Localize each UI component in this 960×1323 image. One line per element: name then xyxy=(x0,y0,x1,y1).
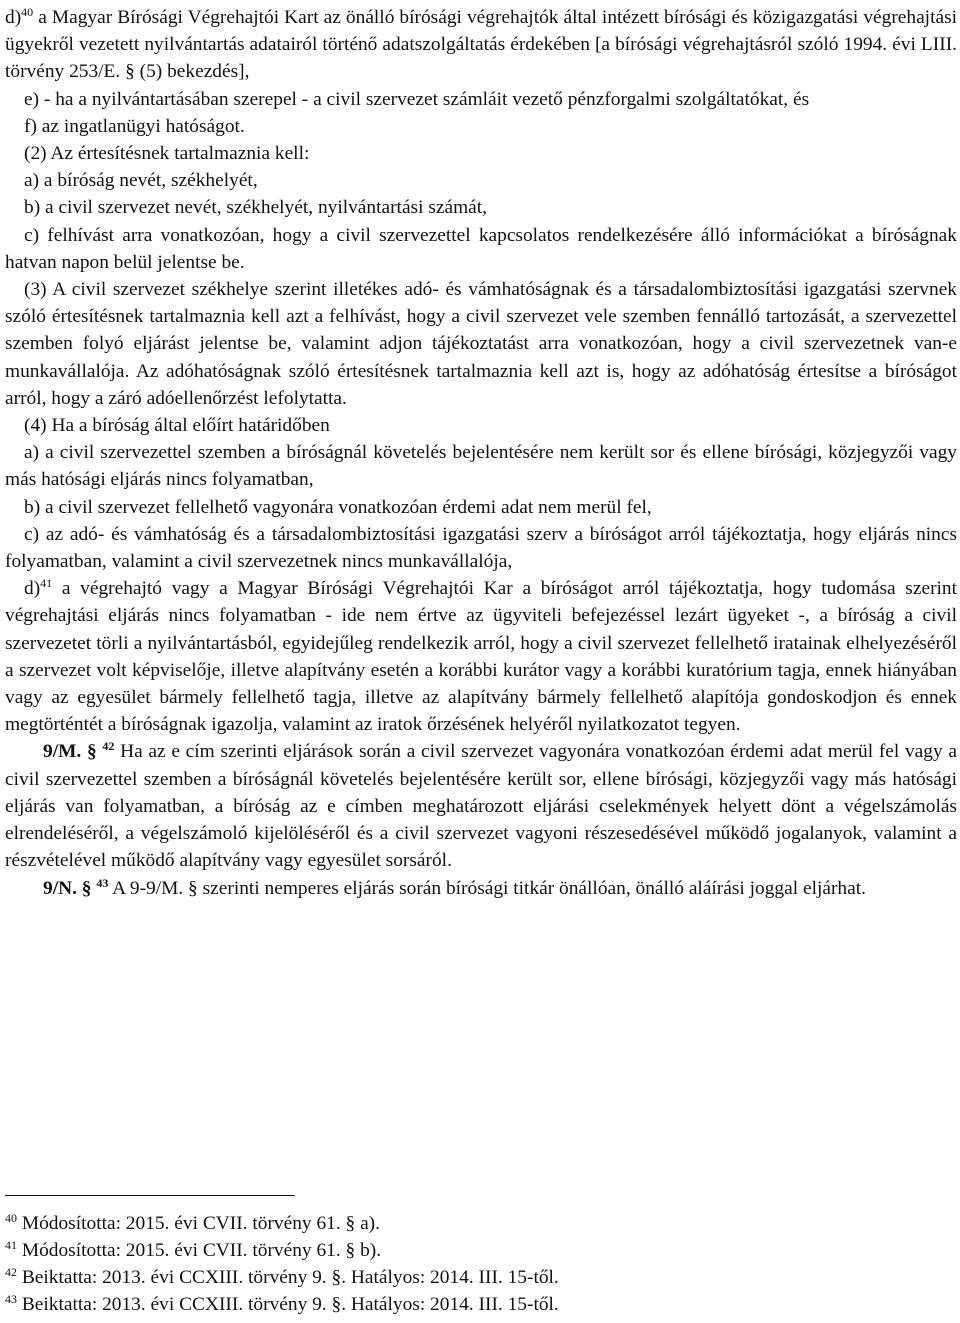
paragraph-f: f) az ingatlanügyi hatóságot. xyxy=(24,115,245,137)
footnote-ref-41[interactable]: 41 xyxy=(40,576,53,591)
paragraph-2b: b) a civil szervezet nevét, székhelyét, nyilvántartási számát, xyxy=(24,197,488,219)
footnote-ref-42[interactable]: 42 xyxy=(102,739,115,754)
paragraph-2: (2) Az értesítésnek tartalmaznia kell: xyxy=(24,143,310,165)
paragraph-4c: c) az adó- és vámhatóság és a társadalombiztosítási igazgatási szerv a bíróságot arról tájékoztatja, hogy eljárás nincs folyamatban, valamint a civil szervezetnek nincs munkavállalója, xyxy=(5,523,957,573)
paragraph-e: e) - ha a nyilvántartásában szerepel - a civil szervezet számláit vezető pénzforgalmi szolgáltatókat, és xyxy=(24,88,810,110)
footnote-ref-43[interactable]: 43 xyxy=(96,875,109,890)
footnote-40: $^{40}$ Módosította: 2015. évi CVII. törvény 61. § a). xyxy=(5,1211,380,1234)
footnote-41: $^{41}$ Módosította: 2015. évi CVII. törvény 61. § b). xyxy=(5,1238,382,1261)
paragraph-2a: a) a bíróság nevét, székhelyét, xyxy=(24,170,258,192)
paragraph-d40: d)$^{40}$ a Magyar Bírósági Végrehajtói Kart az önálló bírósági végrehajtók által intézett bírósági és közigazgatási végrehajtási ügyekről vezetett nyilvántartás adatairól történő adatszolgáltatás érdekében [a bírósági végrehajtásról szóló 1994. évi LIII. törvény 253/E. § (5) bekezdés], xyxy=(5,5,957,83)
document-body xyxy=(5,4,957,902)
paragraph-4: (4) Ha a bíróság által előírt határidőben xyxy=(24,415,330,437)
footnote-ref-40[interactable]: 40 xyxy=(21,5,34,19)
paragraph-4b: b) a civil szervezet fellelhető vagyonára vonatkozóan érdemi adat nem merül fel, xyxy=(24,496,652,518)
section-9m: 9/M. § $^{42}$ Ha az e cím szerinti eljárások során a civil szervezet vagyonára vonatkozóan érdemi adat merül fel vagy a civil szervezettel szemben a bíróságnál követelés bejelentésére került sor, ellene bírósági, közjegyzői vagy más hatósági eljárás van folyamatban, a bíróság az e címben meghatározott eljárási cselekmények helyett dönt a végelszámolás elrendeléséről, a végelszámoló kijelöléséről és a civil szervezet vagyoni részesedésével működő jogalanyok, valamint a részvételével működő alapítvány vagy egyesület sorsáról. xyxy=(5,739,958,872)
footnote-42: $^{42}$ Beiktatta: 2013. évi CCXIII. törvény 9. §. Hatályos: 2014. III. 15-től. xyxy=(5,1265,559,1288)
section-9n: 9/N. § $^{43}$ A 9-9/M. § szerinti nemperes eljárás során bírósági titkár önállóan, önálló aláírási joggal eljárhat. xyxy=(43,875,866,899)
footnote-43: $^{43}$ Beiktatta: 2013. évi CCXIII. törvény 9. §. Hatályos: 2014. III. 15-től. xyxy=(5,1292,559,1315)
paragraph-3: (3) A civil szervezet székhelye szerint illetékes adó- és vámhatóságnak és a társadalombiztosítási igazgatási szervnek szóló értesítésnek tartalmaznia kell azt a felhívást, hogy a civil szervezet vele szemben fennálló tartozását, a szervezettel szemben folyó eljárást jelentse be, valamint adjon tájékoztatást arra vonatkozóan, hogy a civil szervezetnek van-e munkavállalója. Az adóhatóságnak szóló értesítésnek tartalmaznia kell azt is, hogy az adóhatóság értesítse a bíróságot arról, hogy a záró adóellenőrzést lefolytatta. xyxy=(5,279,957,409)
paragraph-2c: c) felhívást arra vonatkozóan, hogy a civil szervezettel kapcsolatos rendelkezésére álló információkat a bíróságnak hatvan napon belül jelentse be. xyxy=(5,224,957,273)
paragraph-4d41: d)$^{41}$ a végrehajtó vagy a Magyar Bírósági Végrehajtói Kar a bíróságot arról tájékoztatja, hogy tudomása szerint végrehajtási eljárás nincs folyamatban - ide nem értve az ügyviteli befejezéssel lezárt ügyeket -, a bíróság a civil szervezetet törli a nyilvántartásból, egyidejűleg rendelkezik arról, hogy a civil szervezet fellelhető iratainak elhelyezéséről a szervezet volt képviselője, illetve alapítvány esetén a korábbi kurátor vagy a korábbi kuratórium tagja, ennek hiányában vagy az egyesület bármely fellelhető tagja, illetve az alapítvány bármely fellelhető alapítója gondoskodjon és ennek megtörténtét a bíróságnak igazolja, valamint az iratok őrzésének helyéről nyilatkozatot tegyen. xyxy=(5,576,957,736)
paragraph-4a: a) a civil szervezettel szemben a bíróságnál követelés bejelentésére nem került sor és ellene bírósági, közjegyzői vagy más hatósági eljárás nincs folyamatban, xyxy=(5,442,957,491)
footnote-separator xyxy=(5,1195,295,1196)
footnotes xyxy=(5,1210,957,1318)
